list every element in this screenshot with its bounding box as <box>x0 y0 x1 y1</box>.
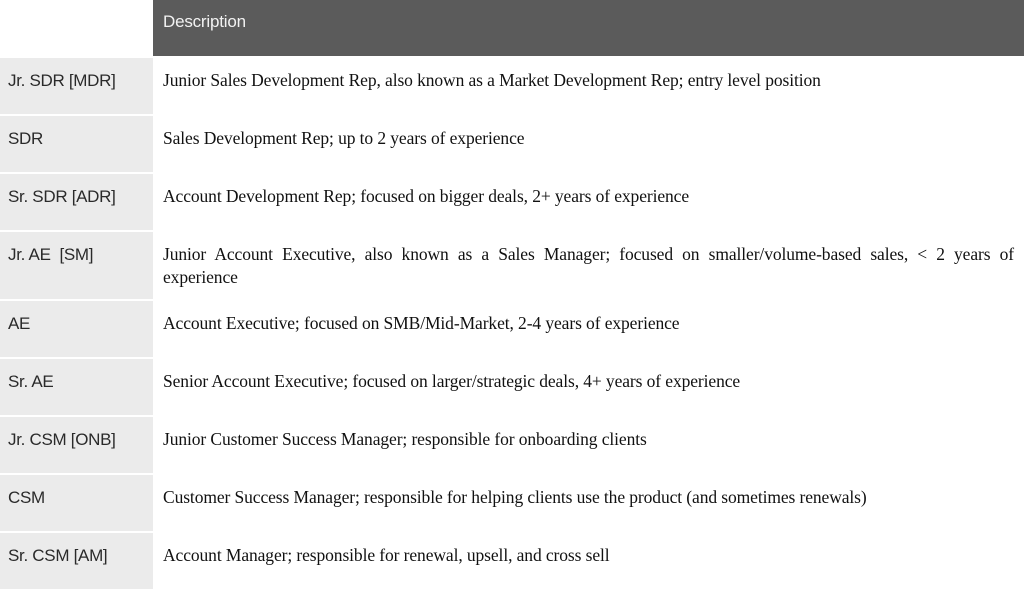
role-cell: Sr. AE <box>0 357 153 415</box>
description-cell: Senior Account Executive; focused on larger/strategic deals, 4+ years of experience <box>153 357 1024 415</box>
role-cell: Jr. CSM [ONB] <box>0 415 153 473</box>
description-cell: Junior Sales Development Rep, also known as a Market Development Rep; entry level position <box>153 56 1024 114</box>
role-cell: Jr. SDR [MDR] <box>0 56 153 114</box>
table-row <box>0 531 1024 589</box>
role-cell: Jr. AE [SM] <box>0 230 153 299</box>
role-cell: SDR <box>0 114 153 172</box>
role-cell: Sr. CSM [AM] <box>0 531 153 589</box>
table-row <box>0 172 1024 230</box>
role-cell: Sr. SDR [ADR] <box>0 172 153 230</box>
role-cell: CSM <box>0 473 153 531</box>
table-row <box>0 56 1024 114</box>
table-row <box>0 299 1024 357</box>
description-cell: Junior Account Executive, also known as a Sales Manager; focused on smaller/volume-based sales, < 2 years of experience <box>153 230 1024 299</box>
table-header-row <box>0 0 1024 56</box>
description-cell: Account Executive; focused on SMB/Mid-Market, 2-4 years of experience <box>153 299 1024 357</box>
table-row <box>0 415 1024 473</box>
role-cell: AE <box>0 299 153 357</box>
header-description-cell: Description <box>153 0 1024 56</box>
table-row <box>0 114 1024 172</box>
description-cell: Account Development Rep; focused on bigger deals, 2+ years of experience <box>153 172 1024 230</box>
description-cell: Sales Development Rep; up to 2 years of experience <box>153 114 1024 172</box>
table-row <box>0 230 1024 299</box>
table-row <box>0 473 1024 531</box>
header-role-cell <box>0 0 153 56</box>
table-row <box>0 357 1024 415</box>
description-cell: Junior Customer Success Manager; responsible for onboarding clients <box>153 415 1024 473</box>
description-cell: Customer Success Manager; responsible for helping clients use the product (and sometimes renewals) <box>153 473 1024 531</box>
description-cell: Account Manager; responsible for renewal, upsell, and cross sell <box>153 531 1024 589</box>
